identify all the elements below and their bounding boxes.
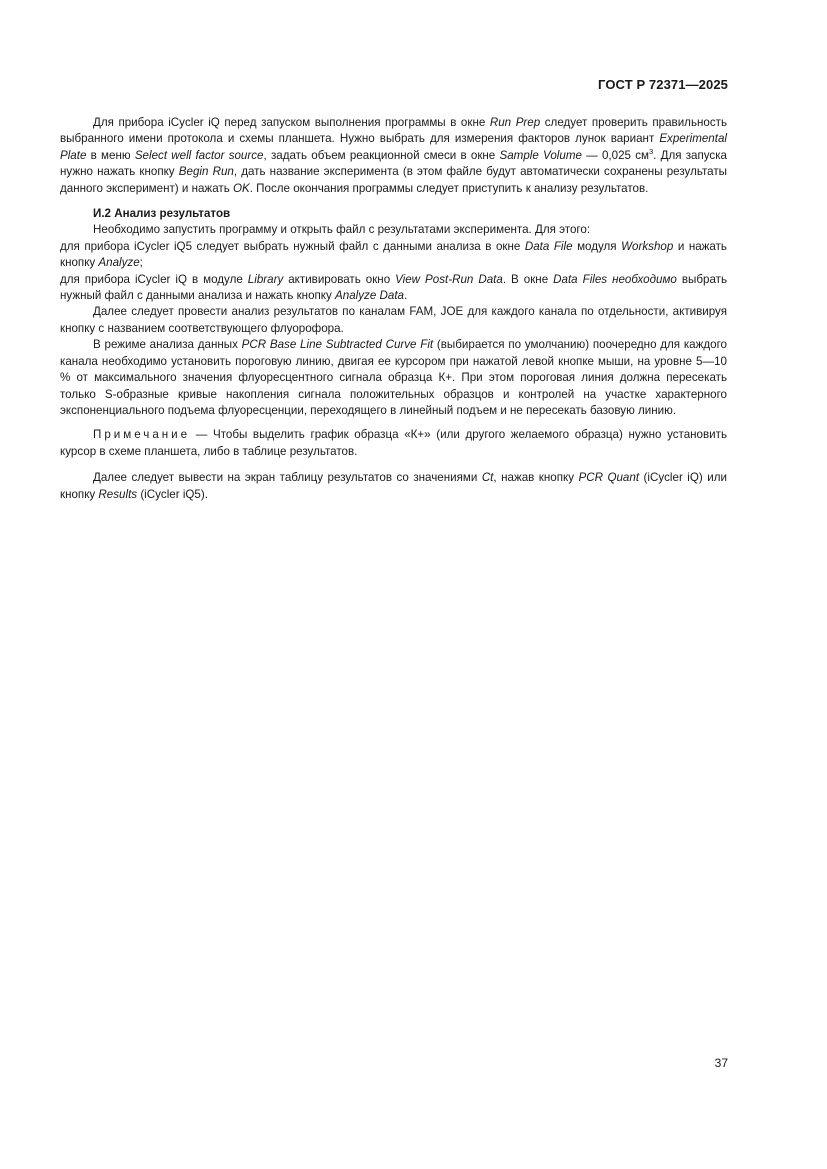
note-label: Примечание bbox=[93, 428, 191, 442]
italic-term: Workshop bbox=[621, 239, 674, 253]
italic-term: Data Files необходимо bbox=[553, 272, 677, 286]
text-run: . Для запуска нужно нажать кнопку bbox=[60, 148, 728, 179]
text-run: для прибора iCycler iQ5 следует выбрать нужный файл с данными анализа в окне bbox=[60, 239, 525, 253]
text-run: . bbox=[404, 289, 408, 303]
section-heading: И.2 Анализ результатов bbox=[93, 207, 231, 221]
text-run: . В окне bbox=[502, 272, 554, 286]
text-run: выбрать нужный файл с данными анализа и нажать кнопку bbox=[60, 272, 727, 303]
text-run: . После окончания программы следует приступить к анализу результатов. bbox=[249, 181, 649, 195]
italic-term: Data File bbox=[524, 239, 573, 253]
text-run: Далее следует вывести на экран таблицу результатов со значениями bbox=[93, 471, 482, 485]
italic-term: Analyze Data bbox=[335, 289, 404, 303]
italic-term: Experimental Plate bbox=[60, 132, 727, 162]
text-run: , нажав кнопку bbox=[493, 471, 579, 485]
italic-term: Analyze bbox=[98, 256, 140, 270]
italic-term: Library bbox=[247, 272, 284, 286]
text-run: — 0,025 см bbox=[581, 148, 649, 162]
text-run: (iCycler iQ) или кнопку bbox=[60, 471, 727, 501]
text-run: ; bbox=[139, 256, 143, 270]
superscript: 3 bbox=[648, 146, 654, 156]
italic-term: View Post-Run Data bbox=[395, 272, 503, 286]
italic-term: Sample Volume bbox=[499, 148, 582, 162]
italic-term: OK bbox=[232, 181, 250, 195]
standard-header: ГОСТ Р 72371—2025 bbox=[598, 77, 728, 92]
paragraph-channels: Далее следует провести анализ результатов по каналам FAM, JOE для каждого канала по отдельности, активируя кнопку с названием соответствующего флуорофора. bbox=[60, 305, 727, 335]
text-run: для прибора iCycler iQ в модуле bbox=[60, 272, 248, 286]
note-paragraph bbox=[60, 427, 727, 460]
paragraph-run-prep bbox=[60, 115, 727, 197]
italic-term: Select well factor source bbox=[134, 148, 264, 162]
italic-term: Run Prep bbox=[489, 116, 541, 129]
paragraph-iq bbox=[60, 272, 727, 305]
page-number: 37 bbox=[714, 1056, 728, 1070]
italic-term: Results bbox=[98, 487, 138, 501]
italic-term: PCR Quant bbox=[578, 471, 640, 485]
paragraph-intro: Необходимо запустить программу и открыть файл с результатами эксперимента. Для этого: bbox=[93, 223, 591, 237]
text-run: и нажать кнопку bbox=[60, 239, 727, 270]
text-run: , задать объем реакционной смеси в окне bbox=[263, 148, 500, 162]
text-run: активировать окно bbox=[283, 272, 396, 286]
document-body bbox=[60, 115, 727, 503]
note-text: — Чтобы выделить график образца «К+» (или другого желаемого образца) нужно установить курсор в схеме планшета, либо в таблице результатов. bbox=[60, 428, 727, 458]
text-run: модуля bbox=[572, 239, 622, 253]
paragraph-threshold bbox=[60, 337, 727, 419]
paragraph-results bbox=[60, 470, 727, 503]
paragraph-iq5 bbox=[60, 239, 727, 272]
italic-term: Ct bbox=[481, 471, 494, 485]
text-run: Для прибора iCycler iQ перед запуском выполнения программы в окне bbox=[93, 116, 490, 129]
text-run: (выбирается по умолчанию) поочередно для каждого канала необходимо установить пороговую линию, двигая ее курсором при нажатой левой кнопке мыши, на уровне 5—10 % от максимального значения флуоресцентного сигнала образца К+. При этом пороговая линия должна пересекать только S-образные кривые накопления сигнала положительных образцов и контролей на участке характерного экспоненциального подъема флуоресценции, переходящего в линейный подъем и не пересекать базовую линию. bbox=[60, 338, 728, 417]
text-run: в меню bbox=[86, 148, 135, 162]
italic-term: PCR Base Line Subtracted Curve Fit bbox=[241, 338, 434, 352]
italic-term: Begin Run bbox=[178, 165, 234, 179]
text-run: следует проверить правильность выбранного имени протокола и схемы планшета. Нужно выбрать для измерения факторов лунок вариант bbox=[60, 116, 727, 146]
text-run: В режиме анализа данных bbox=[93, 338, 242, 352]
text-run: (iCycler iQ5). bbox=[137, 487, 208, 501]
text-run: , дать название эксперимента (в этом файле будут автоматически сохранены результаты данного эксперимент) и нажать bbox=[60, 165, 727, 195]
